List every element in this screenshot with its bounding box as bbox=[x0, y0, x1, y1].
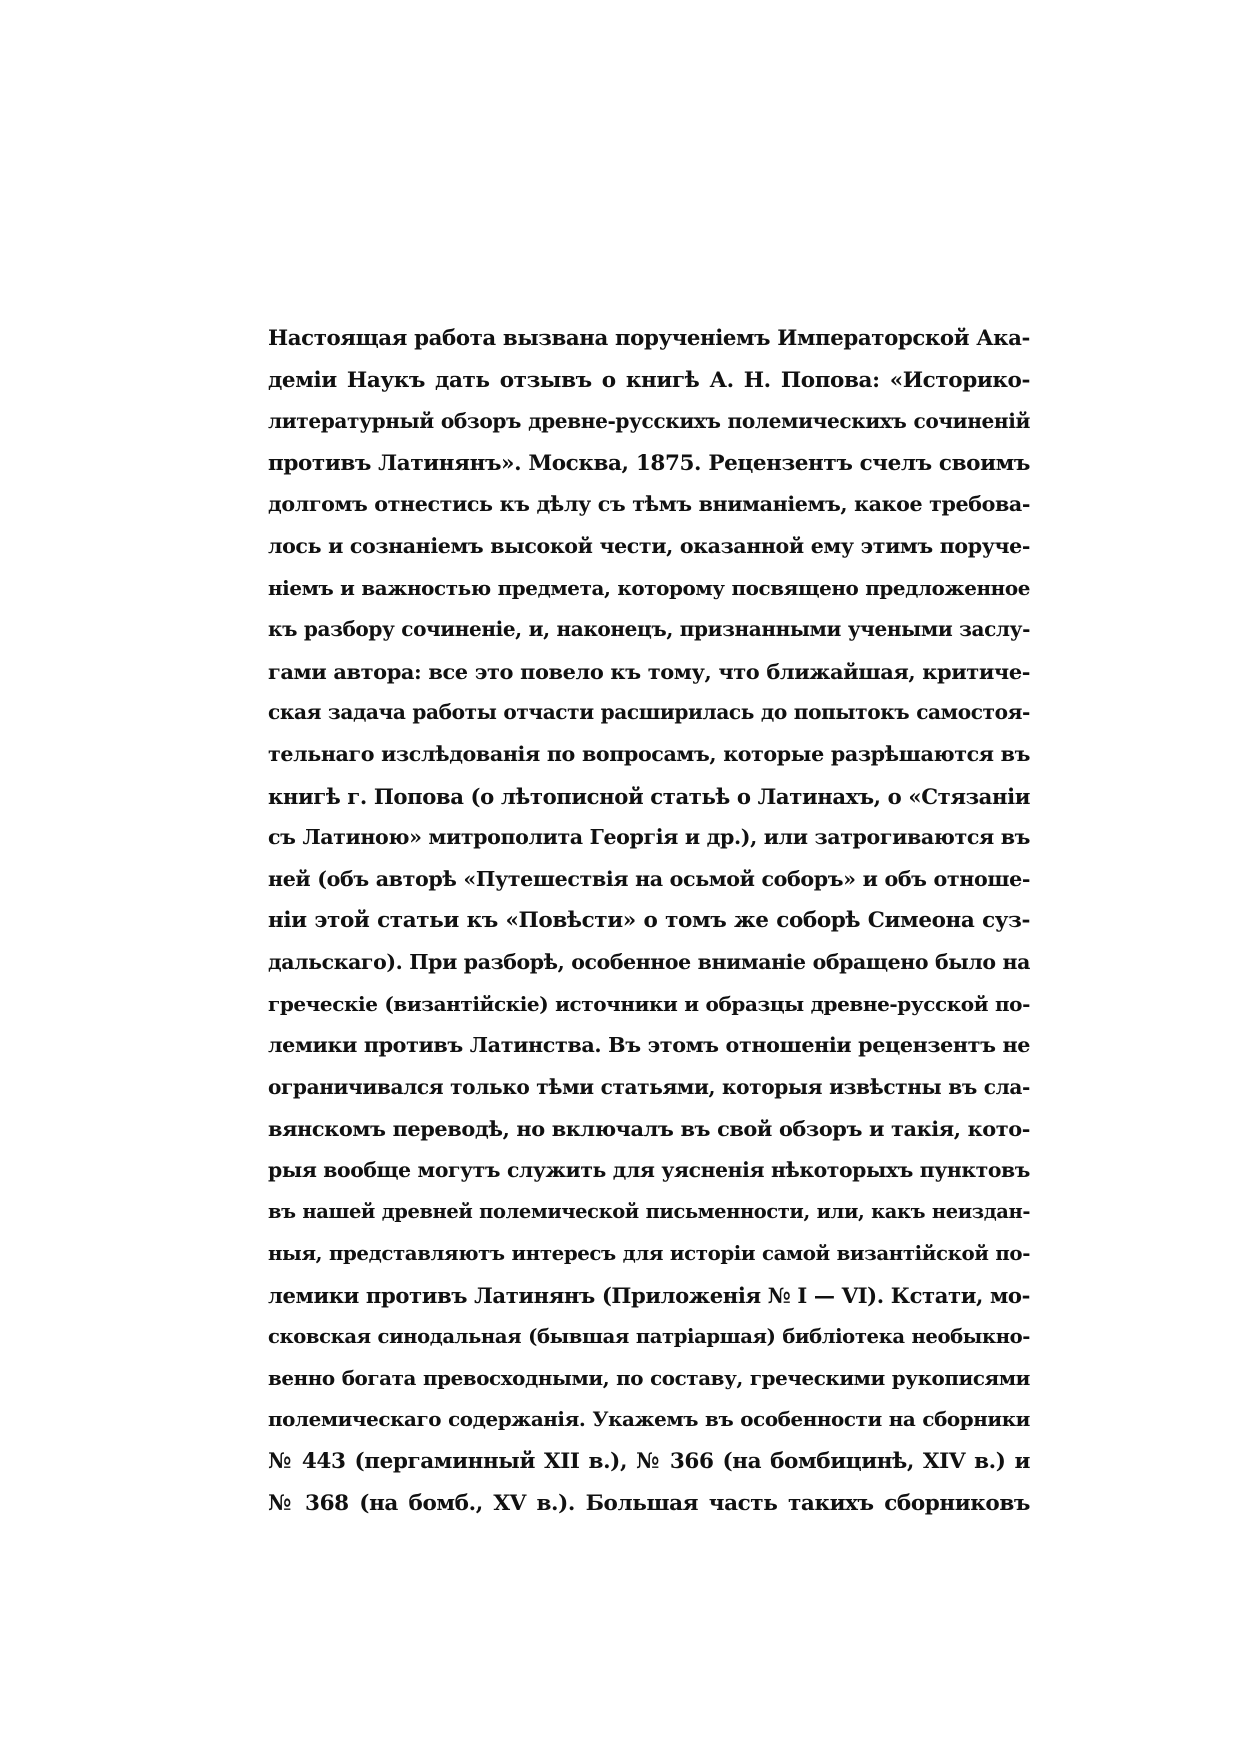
text-line: греческіе (византійскіе) источники и образцы древне-русской по- bbox=[268, 991, 1030, 1016]
text-line: ограничивался только тѣми статьями, которыя извѣстны въ сла- bbox=[268, 1074, 1030, 1099]
text-line: литературный обзоръ древне-русскихъ полемическихъ сочиненій bbox=[268, 409, 1030, 434]
text-line: долгомъ отнестись къ дѣлу съ тѣмъ вниманіемъ, какое требова- bbox=[268, 492, 1030, 517]
text-line: лемики противъ Латинства. Въ этомъ отношеніи рецензентъ не bbox=[268, 1033, 1030, 1058]
text-line: въ нашей древней полемической письменности, или, какъ неиздан- bbox=[268, 1200, 1030, 1224]
text-line: ніемъ и важностью предмета, которому посвящено предложенное bbox=[268, 575, 1030, 600]
text-line: съ Латиною» митрополита Георгія и др.), или затрогиваются въ bbox=[268, 825, 1030, 850]
text-line: № 443 (пергаминный XII в.), № 366 (на бомбицинѣ, XIV в.) и bbox=[268, 1449, 1030, 1475]
body-text bbox=[268, 318, 1030, 1524]
text-line: Настоящая работа вызвана порученіемъ Императорской Ака- bbox=[268, 326, 1030, 351]
text-line: книгѣ г. Попова (о лѣтописной статьѣ о Латинахъ, о «Стязаніи bbox=[268, 783, 1030, 809]
text-line: вянскомъ переводѣ, но включалъ въ свой обзоръ и такія, кото- bbox=[268, 1116, 1030, 1142]
text-line: противъ Латинянъ». Москва, 1875. Рецензентъ счелъ своимъ bbox=[268, 450, 1030, 476]
text-line: тельнаго изслѣдованія по вопросамъ, которые разрѣшаются въ bbox=[268, 741, 1030, 766]
text-line: лось и сознаніемъ высокой чести, оказанной ему этимъ поруче- bbox=[268, 533, 1030, 558]
text-line: полемическаго содержанія. Укажемъ въ особенности на сборники bbox=[268, 1407, 1030, 1432]
text-line: къ разбору сочиненіе, и, наконецъ, признанными учеными заслу- bbox=[268, 617, 1030, 642]
text-line: венно богата превосходными, по составу, греческими рукописями bbox=[268, 1365, 1030, 1390]
text-line: ніи этой статьи къ «Повѣсти» о томъ же соборѣ Симеона суз- bbox=[268, 908, 1030, 934]
text-line: лемики противъ Латинянъ (Приложенія № I — VI). Кстати, мо- bbox=[268, 1282, 1030, 1308]
text-line: рыя вообще могутъ служить для уясненія нѣкоторыхъ пунктовъ bbox=[268, 1157, 1030, 1182]
text-line: дальскаго). При разборѣ, особенное вниманіе обращено было на bbox=[268, 949, 1030, 974]
text-line: сковская синодальная (бывшая патріаршая) библіотека необыкно- bbox=[268, 1325, 1030, 1349]
text-line: ней (объ авторѣ «Путешествія на осьмой соборъ» и объ отноше- bbox=[268, 866, 1030, 891]
text-line: деміи Наукъ дать отзывъ о книгѣ А. Н. Попова: «Историко- bbox=[268, 367, 1030, 393]
text-line: № 368 (на бомб., XV в.). Большая часть такихъ сборниковъ bbox=[268, 1490, 1030, 1516]
text-line: ская задача работы отчасти расширилась до попытокъ самостоя- bbox=[268, 700, 1030, 725]
text-line: гами автора: все это повело къ тому, что ближайшая, критиче- bbox=[268, 658, 1030, 684]
text-line: ныя, представляютъ интересъ для исторіи самой византійской по- bbox=[268, 1241, 1030, 1266]
